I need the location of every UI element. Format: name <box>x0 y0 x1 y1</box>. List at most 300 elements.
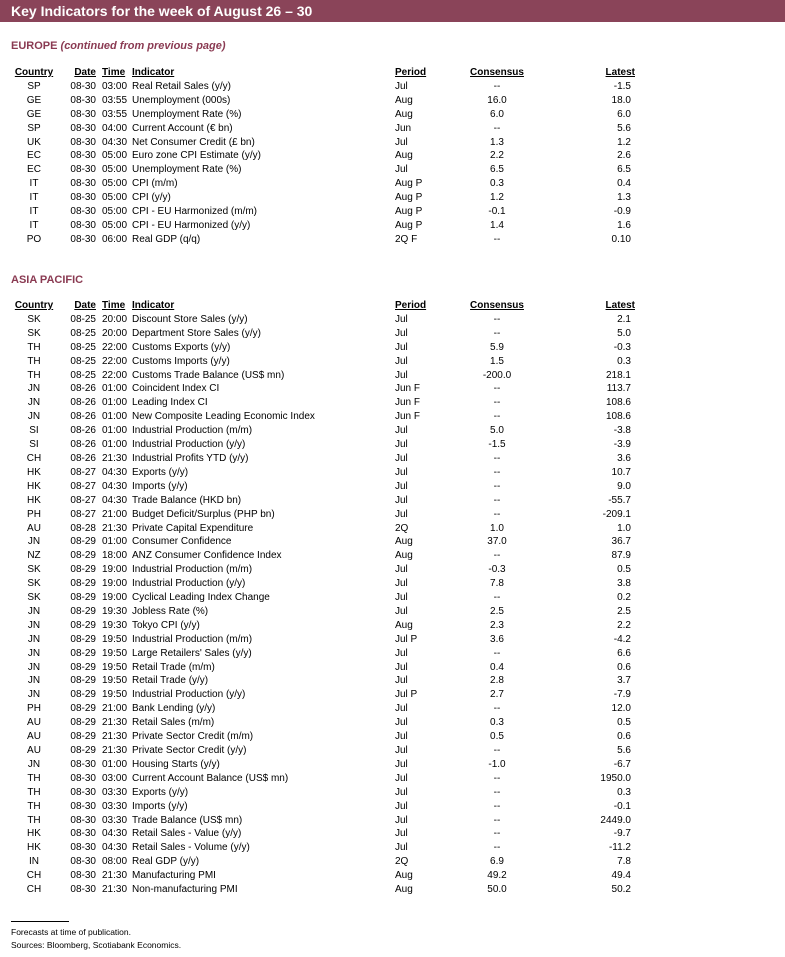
cell-time: 04:30 <box>102 842 128 854</box>
table-row <box>10 233 649 247</box>
cell-date: 08-30 <box>70 842 96 854</box>
cell-period: Jul <box>395 675 408 687</box>
cell-consensus: -200.0 <box>482 369 512 381</box>
cell-country: SK <box>27 327 41 339</box>
cell-period: Jul <box>395 828 408 840</box>
cell-latest: 2.5 <box>617 605 631 617</box>
cell-time: 03:00 <box>102 772 128 784</box>
table-row <box>10 591 649 605</box>
cell-consensus: 2.8 <box>490 675 504 687</box>
cell-indicator: Customs Imports (y/y) <box>132 355 230 367</box>
cell-date: 08-30 <box>70 178 96 190</box>
cell-time: 04:30 <box>102 480 128 492</box>
cell-time: 03:30 <box>102 800 128 812</box>
cell-date: 08-29 <box>70 578 96 590</box>
cell-time: 01:00 <box>102 536 128 548</box>
cell-date: 08-25 <box>70 327 96 339</box>
cell-time: 04:30 <box>102 828 128 840</box>
cell-consensus: 16.0 <box>487 94 507 106</box>
cell-time: 19:00 <box>102 564 128 576</box>
cell-time: 22:00 <box>102 369 128 381</box>
table-row <box>10 136 649 150</box>
cell-latest: 0.6 <box>617 731 631 743</box>
cell-consensus: -- <box>493 233 501 245</box>
cell-indicator: ANZ Consumer Confidence Index <box>132 550 282 562</box>
cell-country: SI <box>29 439 39 451</box>
cell-country: IN <box>29 856 39 868</box>
cell-consensus: -- <box>493 592 501 604</box>
cell-indicator: New Composite Leading Economic Index <box>132 411 315 423</box>
cell-consensus: -0.1 <box>488 206 506 218</box>
table-row <box>10 786 649 800</box>
cell-time: 19:30 <box>102 605 128 617</box>
cell-country: JN <box>27 661 41 673</box>
cell-latest: 0.6 <box>617 661 631 673</box>
cell-indicator: Customs Trade Balance (US$ mn) <box>132 369 285 381</box>
cell-country: SK <box>27 313 41 325</box>
report-banner <box>0 0 785 22</box>
cell-latest: 218.1 <box>605 369 631 381</box>
table-row <box>10 855 649 869</box>
cell-country: CH <box>26 870 42 882</box>
cell-consensus: -0.3 <box>488 564 506 576</box>
table-row <box>10 163 649 177</box>
cell-country: SK <box>27 564 41 576</box>
cell-date: 08-27 <box>70 494 96 506</box>
cell-date: 08-30 <box>70 870 96 882</box>
cell-period: Jul <box>395 452 408 464</box>
cell-consensus: 1.3 <box>490 136 504 148</box>
cell-period: Jul <box>395 814 408 826</box>
cell-consensus: 1.2 <box>490 192 504 204</box>
cell-date: 08-30 <box>70 136 96 148</box>
header-period: Period <box>395 67 427 78</box>
cell-latest: -0.9 <box>613 206 631 218</box>
cell-consensus: 1.5 <box>490 355 504 367</box>
cell-indicator: Trade Balance (HKD bn) <box>132 494 242 506</box>
cell-time: 19:50 <box>102 661 128 673</box>
cell-time: 19:50 <box>102 689 128 701</box>
cell-country: PO <box>26 233 42 245</box>
cell-time: 19:30 <box>102 619 128 631</box>
header-time: Time <box>102 300 126 311</box>
cell-country: JN <box>27 689 41 701</box>
cell-indicator: Industrial Production (y/y) <box>132 439 246 451</box>
table-row <box>10 122 649 136</box>
cell-date: 08-29 <box>70 647 96 659</box>
cell-latest: 6.6 <box>617 647 631 659</box>
table-row <box>10 605 649 619</box>
table-row <box>10 480 649 494</box>
cell-country: SK <box>27 578 41 590</box>
cell-indicator: Coincident Index CI <box>132 383 220 395</box>
table-row <box>10 577 649 591</box>
table-row <box>10 647 649 661</box>
cell-period: Jul P <box>395 689 418 701</box>
cell-time: 01:00 <box>102 425 128 437</box>
cell-time: 03:55 <box>102 108 128 120</box>
europe-table-body <box>10 80 649 247</box>
cell-time: 19:50 <box>102 647 128 659</box>
cell-time: 08:00 <box>102 856 128 868</box>
cell-time: 19:00 <box>102 578 128 590</box>
cell-indicator: Private Sector Credit (m/m) <box>132 731 254 743</box>
cell-date: 08-29 <box>70 731 96 743</box>
cell-date: 08-30 <box>70 94 96 106</box>
cell-time: 03:30 <box>102 786 128 798</box>
cell-indicator: Industrial Production (y/y) <box>132 689 246 701</box>
cell-date: 08-26 <box>70 452 96 464</box>
cell-time: 21:30 <box>102 870 128 882</box>
cell-date: 08-30 <box>70 219 96 231</box>
cell-country: EC <box>27 150 41 162</box>
cell-indicator: Private Capital Expenditure <box>132 522 254 534</box>
table-row <box>10 410 649 424</box>
cell-date: 08-26 <box>70 425 96 437</box>
cell-indicator: Discount Store Sales (y/y) <box>132 313 248 325</box>
cell-latest: 108.6 <box>605 397 631 409</box>
cell-country: IT <box>29 219 39 231</box>
table-row <box>10 633 649 647</box>
table-row <box>10 80 649 94</box>
table-row <box>10 355 649 369</box>
cell-consensus: 0.3 <box>490 178 504 190</box>
table-row <box>10 535 649 549</box>
table-row <box>10 716 649 730</box>
cell-latest: 7.8 <box>617 856 631 868</box>
header-time: Time <box>102 67 126 78</box>
cell-period: Aug <box>395 550 413 562</box>
table-row <box>10 149 649 163</box>
cell-period: Jul <box>395 341 408 353</box>
cell-period: Jun F <box>395 397 421 409</box>
cell-consensus: -1.5 <box>488 439 506 451</box>
cell-latest: 36.7 <box>611 536 631 548</box>
cell-latest: 113.7 <box>606 383 631 395</box>
cell-country: AU <box>27 745 41 756</box>
table-row <box>10 508 649 522</box>
cell-latest: 12.0 <box>611 703 631 715</box>
cell-period: Jul <box>395 80 408 92</box>
cell-period: Aug P <box>395 206 423 218</box>
cell-indicator: Net Consumer Credit (£ bn) <box>132 136 255 148</box>
cell-date: 08-29 <box>70 703 96 715</box>
cell-period: Jul <box>395 136 408 148</box>
cell-date: 08-29 <box>70 717 96 729</box>
cell-period: Jul <box>395 758 408 770</box>
cell-date: 08-29 <box>70 633 96 645</box>
cell-date: 08-30 <box>70 814 96 826</box>
cell-date: 08-29 <box>70 619 96 631</box>
table-row <box>10 869 649 883</box>
cell-latest: -209.1 <box>602 508 631 520</box>
cell-consensus: -- <box>493 828 501 840</box>
table-row <box>10 452 649 466</box>
cell-consensus: -- <box>493 80 501 92</box>
cell-date: 08-30 <box>70 786 96 798</box>
cell-period: Jul <box>395 164 408 176</box>
asia-title: ASIA PACIFIC <box>11 274 84 286</box>
cell-period: Jul P <box>395 633 418 645</box>
cell-country: AU <box>27 717 41 729</box>
cell-date: 08-28 <box>70 522 96 534</box>
cell-indicator: Unemployment Rate (%) <box>132 164 242 176</box>
header-indicator: Indicator <box>132 67 175 78</box>
cell-period: Aug P <box>395 219 423 231</box>
cell-country: EC <box>27 164 41 176</box>
cell-period: Jun <box>395 122 412 134</box>
cell-country: JN <box>27 383 41 395</box>
cell-latest: -4.2 <box>613 633 631 645</box>
table-row <box>10 382 649 396</box>
cell-period: Jul <box>395 592 408 604</box>
cell-time: 04:30 <box>102 494 128 506</box>
cell-latest: 2.6 <box>617 150 631 162</box>
cell-period: Aug P <box>395 192 423 204</box>
cell-country: HK <box>27 828 41 840</box>
cell-latest: 1.3 <box>617 192 631 204</box>
cell-latest: -11.2 <box>608 842 631 854</box>
cell-indicator: Retail Sales - Value (y/y) <box>132 828 242 840</box>
cell-period: Aug <box>395 619 413 631</box>
cell-country: SP <box>27 80 41 92</box>
cell-date: 08-29 <box>70 661 96 673</box>
cell-latest: 2449.0 <box>600 814 631 826</box>
cell-country: PH <box>27 703 41 715</box>
cell-latest: 0.10 <box>611 233 631 245</box>
cell-date: 08-30 <box>70 800 96 812</box>
cell-country: TH <box>27 800 41 812</box>
cell-country: TH <box>27 772 41 784</box>
table-row <box>10 772 649 786</box>
cell-time: 21:00 <box>102 703 128 715</box>
cell-time: 19:00 <box>102 592 128 604</box>
report-title: Key Indicators for the week of August 26 – 30 <box>11 3 313 19</box>
table-row <box>10 619 649 633</box>
cell-date: 08-29 <box>70 592 96 604</box>
cell-country: TH <box>27 355 41 367</box>
cell-period: Jul <box>395 703 408 715</box>
cell-country: JN <box>27 411 41 423</box>
cell-date: 08-29 <box>70 675 96 687</box>
cell-consensus: 0.3 <box>490 717 504 729</box>
header-latest: Latest <box>605 300 635 311</box>
cell-indicator: Retail Trade (y/y) <box>132 675 209 687</box>
cell-consensus: 0.5 <box>490 731 504 743</box>
cell-consensus: -- <box>493 786 501 798</box>
cell-time: 05:00 <box>102 192 128 204</box>
cell-country: TH <box>27 786 41 798</box>
cell-latest: 5.6 <box>617 745 631 756</box>
cell-indicator: Manufacturing PMI <box>132 870 216 882</box>
cell-date: 08-30 <box>70 828 96 840</box>
cell-consensus: -- <box>493 703 501 715</box>
header-date: Date <box>74 300 96 311</box>
cell-time: 05:00 <box>102 206 128 218</box>
table-row <box>10 758 649 772</box>
cell-consensus: -- <box>493 397 501 409</box>
cell-country: TH <box>27 341 41 353</box>
cell-time: 20:00 <box>102 327 128 339</box>
cell-period: Aug P <box>395 178 423 190</box>
cell-country: SK <box>27 592 41 604</box>
europe-indicators-table <box>10 66 649 247</box>
cell-time: 04:00 <box>102 122 128 134</box>
cell-indicator: Non-manufacturing PMI <box>132 884 238 896</box>
table-row <box>10 827 649 841</box>
table-header-row <box>10 66 649 80</box>
table-row <box>10 313 649 327</box>
cell-indicator: Consumer Confidence <box>132 536 232 548</box>
cell-period: Jul <box>395 494 408 506</box>
cell-period: Jul <box>395 661 408 673</box>
table-row <box>10 327 649 341</box>
cell-consensus: -- <box>493 494 501 506</box>
cell-consensus: 50.0 <box>487 884 507 896</box>
cell-consensus: -- <box>493 814 501 826</box>
cell-latest: 0.4 <box>617 178 631 190</box>
asia-section-title <box>11 274 83 286</box>
footnote-sources: Sources: Bloomberg, Scotiabank Economics. <box>11 940 182 950</box>
cell-latest: 2.1 <box>617 313 631 325</box>
cell-latest: 6.0 <box>617 108 631 120</box>
cell-country: AU <box>27 731 41 743</box>
header-consensus: Consensus <box>470 67 524 78</box>
cell-date: 08-30 <box>70 772 96 784</box>
cell-consensus: 2.2 <box>490 150 504 162</box>
cell-country: TH <box>27 814 41 826</box>
cell-consensus: 1.0 <box>490 522 504 534</box>
cell-country: JN <box>27 619 41 631</box>
cell-consensus: -- <box>493 313 501 325</box>
cell-country: TH <box>27 369 41 381</box>
table-row <box>10 814 649 828</box>
cell-consensus: -- <box>493 842 501 854</box>
cell-latest: 3.6 <box>617 452 631 464</box>
cell-date: 08-25 <box>70 355 96 367</box>
cell-time: 21:30 <box>102 745 128 756</box>
cell-indicator: Retail Sales - Volume (y/y) <box>132 842 250 854</box>
cell-indicator: Department Store Sales (y/y) <box>132 327 261 339</box>
cell-period: Jul <box>395 466 408 478</box>
cell-latest: 10.7 <box>611 466 631 478</box>
table-row <box>10 369 649 383</box>
cell-consensus: -- <box>493 647 501 659</box>
europe-title: EUROPE <box>11 40 58 52</box>
cell-latest: -1.5 <box>613 80 631 92</box>
cell-consensus: 7.8 <box>490 578 504 590</box>
cell-time: 05:00 <box>102 164 128 176</box>
cell-time: 03:55 <box>102 94 128 106</box>
cell-date: 08-30 <box>70 108 96 120</box>
cell-period: Aug <box>395 108 413 120</box>
cell-date: 08-26 <box>70 439 96 451</box>
cell-consensus: 1.4 <box>490 219 504 231</box>
cell-time: 03:00 <box>102 80 128 92</box>
cell-country: JN <box>27 397 41 409</box>
table-row <box>10 730 649 744</box>
cell-date: 08-26 <box>70 411 96 423</box>
cell-period: Jul <box>395 745 408 756</box>
cell-latest: 1.0 <box>617 522 631 534</box>
cell-consensus: 0.4 <box>490 661 504 673</box>
cell-period: Jul <box>395 327 408 339</box>
cell-period: Aug <box>395 150 413 162</box>
table-row <box>10 549 649 563</box>
cell-country: JN <box>27 647 41 659</box>
cell-date: 08-30 <box>70 856 96 868</box>
cell-indicator: CPI - EU Harmonized (m/m) <box>132 206 258 218</box>
cell-date: 08-27 <box>70 466 96 478</box>
cell-period: Jul <box>395 647 408 659</box>
europe-subtitle: (continued from previous page) <box>60 40 226 52</box>
cell-period: Jun F <box>395 383 421 395</box>
cell-time: 01:00 <box>102 397 128 409</box>
cell-time: 05:00 <box>102 178 128 190</box>
cell-date: 08-25 <box>70 369 96 381</box>
table-row <box>10 674 649 688</box>
cell-latest: 0.3 <box>617 786 631 798</box>
cell-latest: 9.0 <box>617 480 631 492</box>
cell-country: JN <box>27 633 41 645</box>
cell-time: 21:00 <box>102 508 128 520</box>
asia-indicators-table <box>10 299 649 897</box>
cell-indicator: Real GDP (q/q) <box>132 233 201 245</box>
cell-latest: 5.0 <box>617 327 631 339</box>
cell-consensus: -- <box>493 122 501 134</box>
cell-indicator: Current Account Balance (US$ mn) <box>132 772 289 784</box>
cell-latest: -0.3 <box>613 341 631 353</box>
header-indicator: Indicator <box>132 300 175 311</box>
cell-indicator: Bank Lending (y/y) <box>132 703 216 715</box>
header-consensus: Consensus <box>470 300 524 311</box>
cell-date: 08-30 <box>70 164 96 176</box>
cell-period: Aug <box>395 884 413 896</box>
cell-date: 08-30 <box>70 80 96 92</box>
cell-latest: 50.2 <box>611 884 631 896</box>
cell-time: 21:30 <box>102 452 128 464</box>
cell-indicator: CPI (m/m) <box>132 178 178 190</box>
cell-consensus: 3.6 <box>490 633 504 645</box>
table-row <box>10 702 649 716</box>
cell-period: Jul <box>395 369 408 381</box>
cell-indicator: Industrial Production (m/m) <box>132 633 253 645</box>
cell-country: SI <box>29 425 39 437</box>
cell-time: 05:00 <box>102 150 128 162</box>
cell-period: Aug <box>395 94 413 106</box>
table-header-row <box>10 299 649 313</box>
cell-latest: 87.9 <box>611 550 631 562</box>
cell-country: JN <box>27 675 41 687</box>
cell-time: 21:30 <box>102 731 128 743</box>
cell-indicator: Real GDP (y/y) <box>132 856 200 868</box>
cell-period: Jul <box>395 786 408 798</box>
cell-indicator: Unemployment Rate (%) <box>132 108 242 120</box>
cell-period: Jul <box>395 800 408 812</box>
cell-time: 22:00 <box>102 355 128 367</box>
cell-time: 05:00 <box>102 219 128 231</box>
cell-consensus: 2.7 <box>490 689 504 701</box>
cell-consensus: -- <box>493 772 501 784</box>
table-row <box>10 466 649 480</box>
table-row <box>10 205 649 219</box>
cell-period: Jul <box>395 842 408 854</box>
cell-indicator: Retail Trade (m/m) <box>132 661 215 673</box>
europe-section-title <box>11 40 226 52</box>
cell-date: 08-30 <box>70 206 96 218</box>
header-period: Period <box>395 300 427 311</box>
cell-indicator: Industrial Production (m/m) <box>132 564 253 576</box>
